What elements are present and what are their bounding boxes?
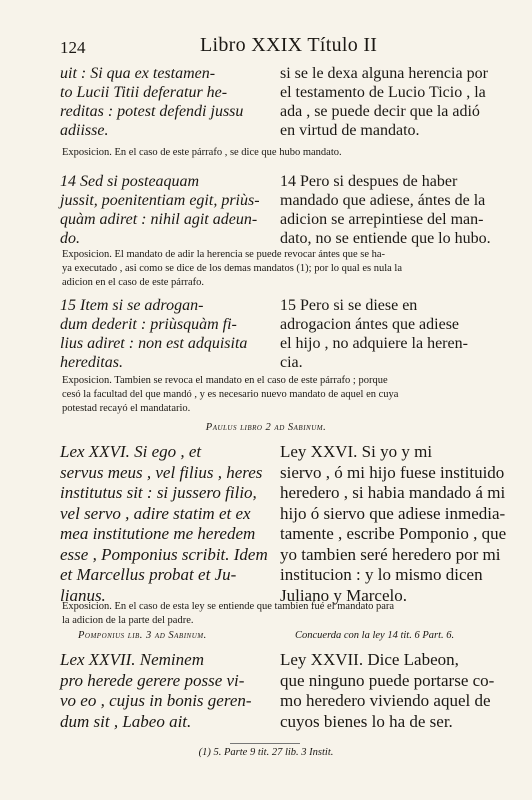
text-line: yo tambien seré heredero por mi <box>280 544 501 564</box>
text-line: cuyos bienes lo ha de ser. <box>280 711 453 731</box>
text-line: cesó la facultad del que mandó , y es necesario nuevo mandato de aquel en cuya <box>62 389 399 400</box>
footnote: (1) 5. Parte 9 tit. 27 lib. 3 Instit. <box>198 747 334 758</box>
text-line: et Marcellus probat et Ju- <box>60 565 237 584</box>
text-line: siervo , ó mi hijo fuese instituido <box>280 462 505 482</box>
text-line: mea institutione me heredem <box>60 524 256 543</box>
text-line: 14 Sed si posteaquam <box>60 173 200 190</box>
page-number: 124 <box>60 38 86 57</box>
text-line: heredero , si habia mandado á mi <box>280 483 506 502</box>
text-line: Exposicion. En el caso de este párrafo , se dice que hubo mandato. <box>62 147 342 158</box>
text-line: cia. <box>280 354 303 371</box>
text-line: hijo ó siervo que adiese inmedia- <box>280 503 506 523</box>
latin-text-lex-27 <box>60 650 270 732</box>
text-line: uit : Si qua ex testamen- <box>60 65 216 82</box>
exposicion-3 <box>62 374 482 416</box>
text-line: lianus. <box>60 585 106 605</box>
text-line: Ley XXVI. Si yo y mi <box>280 442 433 461</box>
text-line: hereditas. <box>60 354 123 371</box>
spanish-text-ley-27 <box>280 650 495 732</box>
text-line: la adicion de la parte del padre. <box>62 615 194 626</box>
text-line: Exposicion. Tambien se revoca el mandato en el caso de este párrafo ; porque <box>62 375 388 386</box>
text-line: vo eo , cujus in bonis geren- <box>60 691 252 710</box>
latin-text-15 <box>60 296 270 372</box>
text-line: institutus sit : si jussero filio, <box>60 483 257 502</box>
text-line: institucion : y lo mismo dicen <box>280 565 483 584</box>
spanish-text-15 <box>280 296 480 372</box>
source-heading-paulus: Paulus libro 2 ad Sabinum. <box>205 422 327 433</box>
text-line: tamente , escribe Pomponio , que <box>280 524 507 543</box>
text-line: dum dederit : priùsquàm fi- <box>60 316 237 333</box>
latin-text-14 <box>60 172 270 248</box>
text-line: mandado que adiese, ántes de la <box>280 192 486 209</box>
text-line: Exposicion. En el caso de esta ley se entiende que tambien fué el mandato para <box>62 601 395 612</box>
spanish-text-ley-26 <box>280 442 507 606</box>
text-line: adrogacion ántes que adiese <box>280 316 460 333</box>
text-line: do. <box>60 230 80 247</box>
spanish-text-1 <box>280 64 488 140</box>
latin-text-lex-26 <box>60 442 270 606</box>
text-line: lius adiret : non est adquisita <box>60 335 248 352</box>
text-line: Exposicion. El mandato de adir la herencia se puede revocar ántes que se ha- <box>62 249 386 260</box>
text-line: potestad recayó el mandatario. <box>62 403 191 414</box>
concordance-note: Concuerda con la ley 14 tit. 6 Part. 6. <box>295 630 455 641</box>
text-line: Lex XXVII. Neminem <box>60 650 204 669</box>
source-heading-pomponius: Pomponius lib. 3 ad Sabinum. <box>78 630 207 641</box>
text-line: mo heredero viviendo aquel de <box>280 691 491 710</box>
text-line: jussit, poenitentiam egit, priùs- <box>60 192 260 209</box>
text-line: vel servo , adire statim et ex <box>60 503 251 523</box>
text-line: reditas : potest defendi jussu <box>60 103 244 120</box>
text-line: Lex XXVI. Si ego , et <box>60 442 202 461</box>
text-line: adicion se arrepintiese del man- <box>280 211 484 228</box>
exposicion-1 <box>62 146 482 160</box>
text-line: el hijo , no adquiere la heren- <box>280 335 468 352</box>
page-title: Libro XXIX Título II <box>200 34 378 56</box>
footnote-divider <box>230 743 300 744</box>
text-line: que ninguno puede portarse co- <box>280 670 495 690</box>
exposicion-4 <box>62 600 482 628</box>
text-line: 15 Pero si se diese en <box>280 297 418 314</box>
spanish-text-14 <box>280 172 491 248</box>
text-line: ya executado , asi como se dice de los demas mandatos (1); por lo qual es nula la <box>62 263 402 274</box>
text-line: pro herede gerere posse vi- <box>60 670 245 690</box>
text-line: dum sit , Labeo ait. <box>60 711 192 731</box>
text-line: esse , Pomponius scribit. Idem <box>60 544 268 564</box>
text-line: adicion en el caso de este párrafo. <box>62 277 204 288</box>
text-line: adiisse. <box>60 122 109 139</box>
text-line: ada , se puede decir que la adió <box>280 103 480 120</box>
text-line: 14 Pero si despues de haber <box>280 173 458 190</box>
text-line: to Lucii Titii deferatur he- <box>60 84 228 101</box>
text-line: servus meus , vel filius , heres <box>60 462 263 482</box>
text-line: quàm adiret : nihil agit adeun- <box>60 211 258 228</box>
text-line: en virtud de mandato. <box>280 122 420 139</box>
text-line: el testamento de Lucio Ticio , la <box>280 84 486 101</box>
exposicion-2 <box>62 248 482 290</box>
text-line: 15 Item si se adrogan- <box>60 297 204 314</box>
text-line: Ley XXVII. Dice Labeon, <box>280 650 459 669</box>
text-line: Juliano y Marcelo. <box>280 585 407 605</box>
latin-text-1 <box>60 64 270 140</box>
text-line: si se le dexa alguna herencia por <box>280 65 488 82</box>
text-line: dato, no se entiende que lo hubo. <box>280 230 491 247</box>
